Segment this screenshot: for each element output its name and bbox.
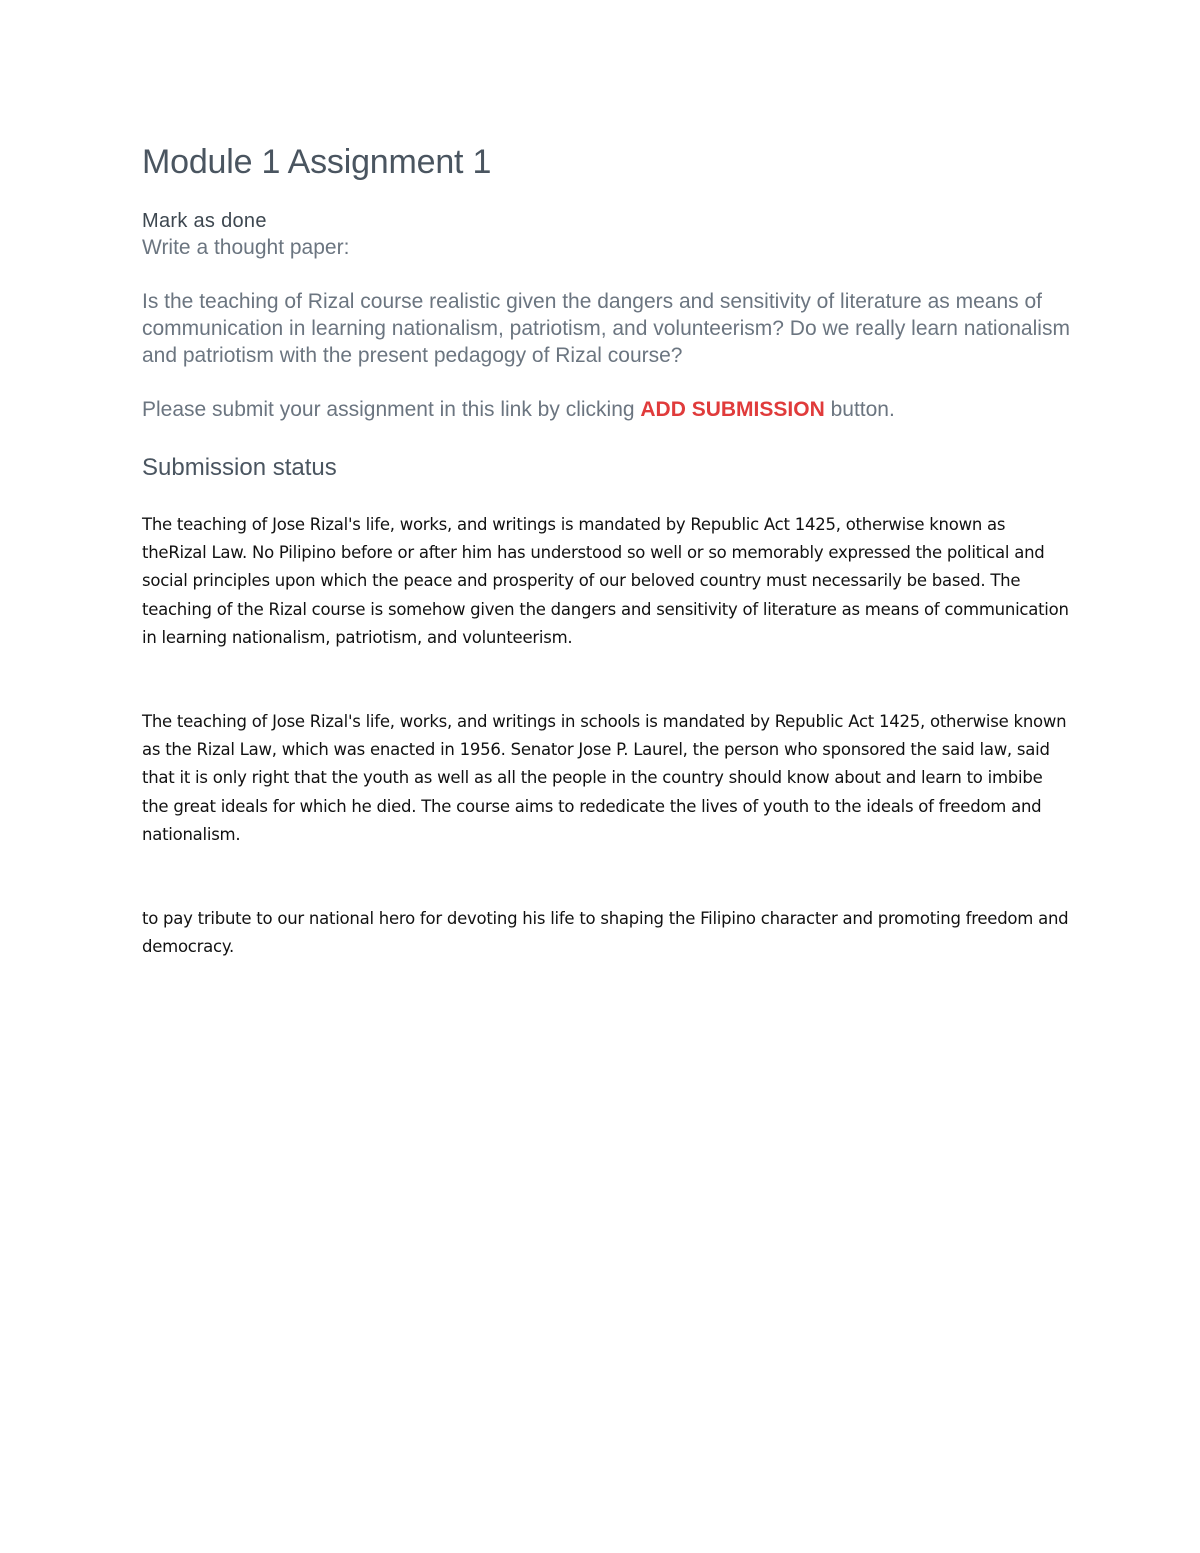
add-submission-highlight: ADD SUBMISSION	[640, 398, 825, 421]
submit-instructions	[142, 396, 1072, 423]
assignment-intro: Write a thought paper:	[142, 236, 350, 259]
submission-paragraph-2: The teaching of Jose Rizal's life, works, and writings in schools is mandated by Republic Act 1425, otherwise known as the Rizal Law, which was enacted in 1956. Senator Jose P. Laurel, the person who sponsored the said law, said that it is only right that the youth as well as all the people in the country should know about and learn to imbibe the great ideals for which he died. The course aims to rededicate the lives of youth to the ideals of freedom and nationalism.	[142, 712, 1067, 844]
mark-as-done-link[interactable]: Mark as done	[142, 210, 267, 232]
submission-paragraph-1: The teaching of Jose Rizal's life, works, and writings is mandated by Republic Act 1425, otherwise known as theRizal Law. No Pilipino before or after him has understood so well or so memorably expressed the political and social principles upon which the peace and prosperity of our beloved country must necessarily be based. The teaching of the Rizal course is somehow given the dangers and sensitivity of literature as means of communication in learning nationalism, patriotism, and volunteerism.	[142, 515, 1069, 647]
page-title: Module 1 Assignment 1	[142, 143, 492, 181]
submission-paragraph-3: to pay tribute to our national hero for devoting his life to shaping the Filipino character and promoting freedom and democracy.	[142, 909, 1069, 957]
assignment-question: Is the teaching of Rizal course realistic given the dangers and sensitivity of literature as means of communication in learning nationalism, patriotism, and volunteerism? Do we really learn nationalism and patriotism with the present pedagogy of Rizal course?	[142, 290, 1070, 367]
submit-instructions-before: Please submit your assignment in this link by clicking	[142, 398, 641, 421]
submission-status-heading: Submission status	[142, 454, 337, 481]
assignment-content	[142, 140, 1072, 961]
submit-instructions-after: button.	[824, 398, 895, 421]
